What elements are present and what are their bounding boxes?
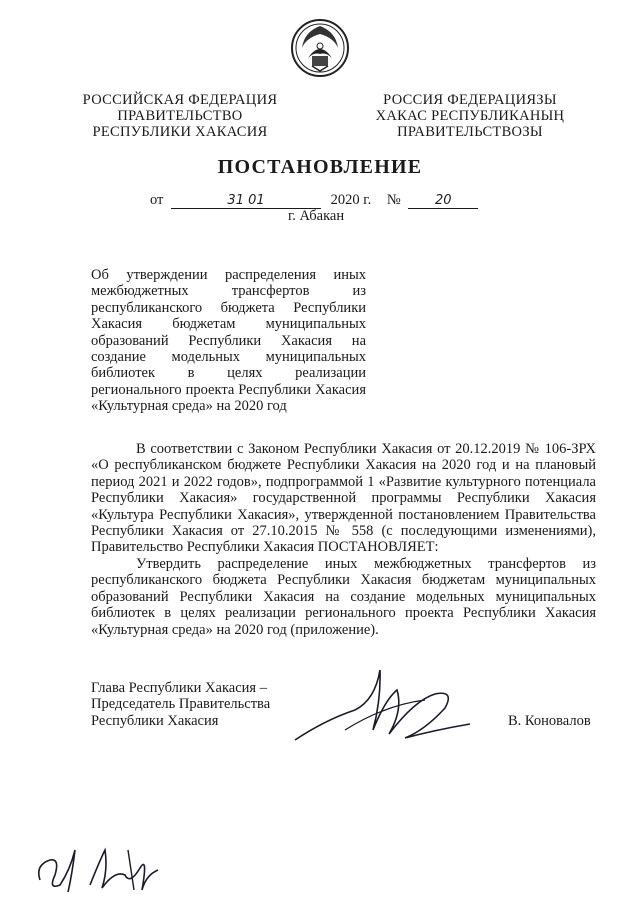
signatory-role-line-1: Глава Республики Хакасия –	[91, 680, 267, 696]
signatory-role-line-2: Председатель Правительства	[91, 696, 271, 713]
signatory-role	[91, 680, 311, 729]
document-title: ПОСТАНОВЛЕНИЕ	[217, 156, 423, 178]
header-left-line-2: ПРАВИТЕЛЬСТВО	[117, 108, 243, 124]
number-label: №	[386, 192, 401, 208]
signatory-name: В. Коновалов	[508, 713, 591, 729]
body-paragraph-1: В соответствии с Законом Республики Хакасия от 20.12.2019 № 106-ЗРХ «О республиканском бюджете Республики Хакасия на 2020 год и на плановый период 2021 и 2022 годов», подпрограммой 1 «Развитие культурного потенциала Республики Хакасия» государственной программы Республики Хакасия «Культура Республики Хакасия», утвержденной постановлением Правительства Республики Хакасия от 27.10.2015 № 558 (с последующими изменениями), Правительство Республики Хакасия ПОСТАНОВЛЯЕТ:	[91, 441, 596, 556]
signatory-role-line-3: Республики Хакасия	[91, 712, 219, 729]
from-label: от	[150, 192, 164, 208]
header-right	[370, 92, 570, 140]
header-left-line-3: РЕСПУБЛИКИ ХАКАСИЯ	[92, 124, 268, 140]
date-line	[150, 192, 478, 209]
header-left	[80, 92, 280, 140]
handwritten-initials	[30, 830, 180, 900]
year-label: 2020 г.	[330, 192, 372, 208]
header-right-line-1: РОССИЯ ФЕДЕРАЦИЯЗЫ	[383, 92, 557, 108]
city: г. Абакан	[288, 208, 345, 224]
handwritten-signature	[285, 660, 485, 760]
number-handwritten: 20	[408, 193, 478, 209]
header-right-line-3: ПРАВИТЕЛЬСТВОЗЫ	[397, 124, 543, 140]
body-paragraph-2: Утвердить распределение иных межбюджетных трансфертов из республиканского бюджета Республики Хакасия бюджетам муниципальных образований Республики Хакасия на создание модельных муниципальных библиотек в целях реализации регионального проекта Республики Хакасия «Культурная среда» на 2020 год (приложение).	[91, 556, 596, 638]
header-left-line-1: РОССИЙСКАЯ ФЕДЕРАЦИЯ	[82, 92, 278, 108]
date-handwritten: 31 01	[171, 193, 321, 209]
coat-of-arms-icon	[290, 18, 350, 78]
subject-paragraph: Об утверждении распределения иных межбюджетных трансфертов из республиканского бюджета Республики Хакасия бюджетам муниципальных образований Республики Хакасия на создание модельных муниципальных библиотек в целях реализации регионального проекта Республики Хакасия «Культурная среда» на 2020 год	[91, 267, 366, 415]
header-right-line-2: ХАКАС РЕСПУБЛИКАНЫҢ	[375, 108, 565, 124]
